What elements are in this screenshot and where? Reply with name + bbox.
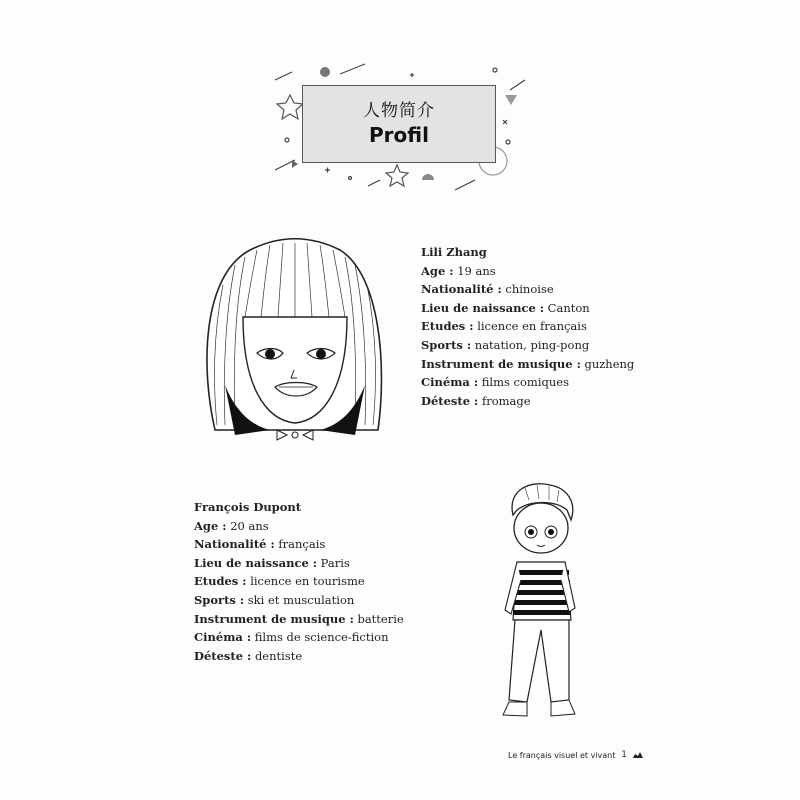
profile-row (194, 572, 404, 591)
francois-figure-illustration (495, 480, 585, 725)
field-label: Sports : (194, 592, 245, 607)
field-value: natation, ping-pong (474, 337, 590, 352)
profile-row (421, 336, 634, 355)
field-label: Cinéma : (194, 630, 252, 645)
profile-row (421, 373, 634, 392)
field-value: batterie (357, 611, 404, 626)
field-label: Etudes : (421, 319, 474, 334)
field-label: Nationalité : (194, 537, 275, 552)
footer-mark-icon (632, 751, 644, 759)
field-label: Etudes : (194, 574, 247, 589)
field-label: Cinéma : (421, 375, 479, 390)
field-value: films comiques (481, 375, 569, 390)
field-label: Instrument de musique : (421, 356, 581, 371)
field-label: Déteste : (421, 393, 479, 408)
page-number: 1 (621, 750, 627, 760)
profile-row (194, 628, 404, 647)
field-label: Déteste : (194, 648, 252, 663)
lili-portrait-illustration (195, 235, 390, 460)
profile-row (421, 299, 634, 318)
field-value: dentiste (254, 648, 303, 663)
profile-name: Lili Zhang (421, 245, 487, 259)
field-value: chinoise (505, 282, 554, 297)
field-label: Age : (194, 518, 227, 533)
profile-row (421, 280, 634, 299)
profile-row (194, 535, 404, 554)
field-label: Nationalité : (421, 282, 502, 297)
field-label: Lieu de naissance : (194, 555, 318, 570)
field-label: Instrument de musique : (194, 611, 354, 626)
field-value: ski et musculation (247, 592, 355, 607)
profile-row (421, 317, 634, 336)
field-label: Age : (421, 263, 454, 278)
field-value: films de science-fiction (254, 630, 389, 645)
field-value: licence en français (477, 319, 587, 334)
field-value: fromage (481, 393, 531, 408)
profile-row (421, 355, 634, 374)
title-box (302, 85, 496, 163)
profile-row (194, 517, 404, 536)
profile-lili (421, 243, 634, 410)
profile-row (194, 610, 404, 629)
title-chinese: 人物简介 (363, 101, 435, 121)
profile-row (421, 262, 634, 281)
profile-name: François Dupont (194, 500, 302, 514)
footer-book-title: Le français visuel et vivant (508, 750, 616, 760)
field-value: licence en tourisme (250, 574, 365, 589)
profile-row (421, 392, 634, 411)
field-label: Lieu de naissance : (421, 300, 545, 315)
field-value: Canton (547, 300, 590, 315)
field-value: Paris (320, 555, 350, 570)
profile-row (194, 591, 404, 610)
page-footer (508, 750, 644, 760)
field-value: français (278, 537, 326, 552)
title-french: Profil (369, 123, 429, 147)
field-label: Sports : (421, 337, 472, 352)
profile-francois (194, 498, 404, 665)
profile-row (194, 554, 404, 573)
field-value: guzheng (584, 356, 635, 371)
profile-row (194, 647, 404, 666)
field-value: 20 ans (230, 518, 269, 533)
field-value: 19 ans (457, 263, 496, 278)
